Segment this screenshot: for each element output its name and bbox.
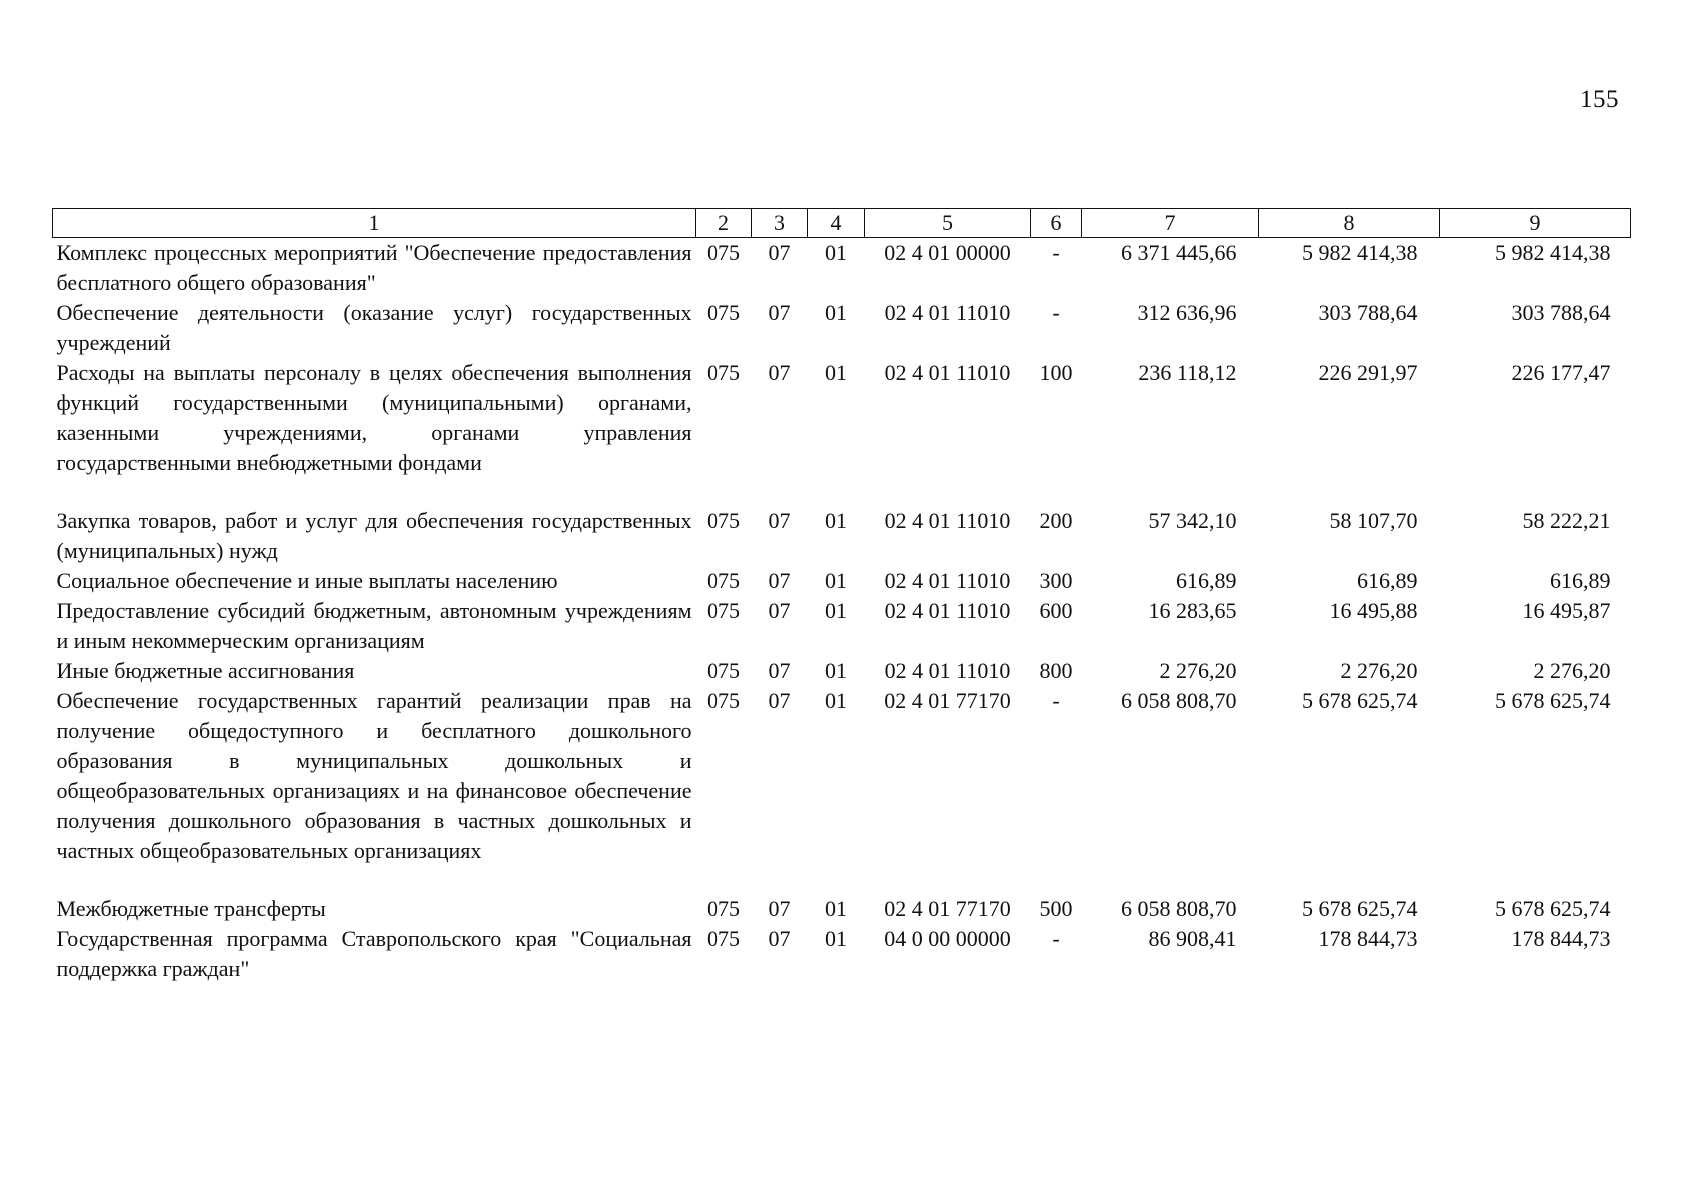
budget-table bbox=[52, 208, 1631, 984]
cell-section: 07 bbox=[768, 926, 791, 951]
cell-expense-type: - bbox=[1052, 300, 1060, 325]
cell-amount-1: 6 371 445,66 bbox=[1121, 240, 1237, 265]
cell-amount-2: 303 788,64 bbox=[1318, 300, 1418, 325]
table-header bbox=[53, 209, 1631, 238]
cell-amount-1: 86 908,41 bbox=[1148, 926, 1237, 951]
cell-target-code: 02 4 01 11010 bbox=[884, 568, 1011, 593]
cell-amount-2: 5 982 414,38 bbox=[1302, 240, 1418, 265]
row-name: Социальное обеспечение и иные выплаты населению bbox=[56, 568, 558, 593]
cell-subsection: 01 bbox=[825, 300, 847, 325]
cell-ministry: 075 bbox=[707, 688, 740, 713]
cell-section: 07 bbox=[768, 360, 791, 385]
cell-expense-type: 800 bbox=[1039, 658, 1073, 683]
cell-target-code: 02 4 01 11010 bbox=[884, 658, 1011, 683]
cell-ministry: 075 bbox=[707, 896, 740, 921]
table-body bbox=[53, 238, 1631, 985]
cell-target-code: 02 4 01 11010 bbox=[884, 598, 1011, 623]
cell-subsection: 01 bbox=[825, 508, 847, 533]
cell-expense-type: - bbox=[1052, 688, 1060, 713]
column-header-7: 7 bbox=[1082, 209, 1259, 238]
cell-amount-1: 236 118,12 bbox=[1138, 360, 1237, 385]
cell-amount-2: 5 678 625,74 bbox=[1302, 688, 1418, 713]
cell-amount-2: 178 844,73 bbox=[1318, 926, 1418, 951]
row-name: Государственная программа Ставропольского края "Социальная поддержка граждан" bbox=[56, 926, 692, 981]
cell-expense-type: 300 bbox=[1039, 568, 1073, 593]
column-header-6: 6 bbox=[1031, 209, 1082, 238]
cell-amount-2: 58 107,70 bbox=[1329, 508, 1418, 533]
row-name: Обеспечение деятельности (оказание услуг) государственных учреждений bbox=[56, 300, 692, 355]
cell-expense-type: 500 bbox=[1039, 896, 1073, 921]
cell-amount-3: 5 678 625,74 bbox=[1495, 896, 1611, 921]
column-header-8: 8 bbox=[1259, 209, 1440, 238]
cell-amount-3: 226 177,47 bbox=[1511, 360, 1611, 385]
cell-amount-3: 178 844,73 bbox=[1511, 926, 1611, 951]
cell-amount-1: 6 058 808,70 bbox=[1121, 896, 1237, 921]
cell-ministry: 075 bbox=[707, 360, 740, 385]
cell-target-code: 04 0 00 00000 bbox=[884, 926, 1011, 951]
cell-amount-1: 312 636,96 bbox=[1137, 300, 1237, 325]
table-row bbox=[53, 566, 1631, 596]
cell-amount-1: 2 276,20 bbox=[1159, 658, 1237, 683]
cell-amount-1: 57 342,10 bbox=[1148, 508, 1237, 533]
table-row bbox=[53, 656, 1631, 686]
cell-amount-3: 616,89 bbox=[1550, 568, 1611, 593]
column-header-2: 2 bbox=[696, 209, 752, 238]
cell-amount-2: 16 495,88 bbox=[1329, 598, 1418, 623]
cell-amount-3: 16 495,87 bbox=[1522, 598, 1611, 623]
cell-expense-type: - bbox=[1052, 240, 1060, 265]
cell-expense-type: 600 bbox=[1039, 598, 1073, 623]
row-name: Закупка товаров, работ и услуг для обеспечения государственных (муниципальных) нужд bbox=[56, 508, 692, 563]
row-name: Межбюджетные трансферты bbox=[56, 896, 326, 921]
cell-subsection: 01 bbox=[825, 926, 847, 951]
cell-ministry: 075 bbox=[707, 240, 740, 265]
cell-ministry: 075 bbox=[707, 568, 740, 593]
table-row bbox=[53, 924, 1631, 984]
cell-section: 07 bbox=[768, 240, 791, 265]
cell-section: 07 bbox=[768, 508, 791, 533]
table-row bbox=[53, 238, 1631, 299]
cell-ministry: 075 bbox=[707, 658, 740, 683]
row-name: Обеспечение государственных гарантий реализации прав на получение общедоступного и бесплатного дошкольного образования в муниципальных дошкольных и общеобразовательных организациях и на финансовое обеспечение получения дошкольного образования в частных дошкольных и частных общеобразовательных организациях bbox=[56, 688, 692, 863]
row-name: Иные бюджетные ассигнования bbox=[56, 658, 355, 683]
cell-amount-1: 16 283,65 bbox=[1148, 598, 1237, 623]
table-row bbox=[53, 686, 1631, 894]
cell-amount-3: 5 982 414,38 bbox=[1495, 240, 1611, 265]
column-header-9: 9 bbox=[1440, 209, 1631, 238]
cell-subsection: 01 bbox=[825, 658, 847, 683]
cell-ministry: 075 bbox=[707, 300, 740, 325]
header-row bbox=[53, 209, 1631, 238]
table-row bbox=[53, 596, 1631, 656]
cell-amount-3: 303 788,64 bbox=[1511, 300, 1611, 325]
cell-amount-3: 2 276,20 bbox=[1533, 658, 1611, 683]
cell-target-code: 02 4 01 11010 bbox=[884, 300, 1011, 325]
cell-section: 07 bbox=[768, 896, 791, 921]
cell-amount-2: 5 678 625,74 bbox=[1302, 896, 1418, 921]
cell-subsection: 01 bbox=[825, 896, 847, 921]
cell-subsection: 01 bbox=[825, 598, 847, 623]
row-name: Комплекс процессных мероприятий "Обеспечение предоставления бесплатного общего образования" bbox=[56, 240, 692, 295]
cell-subsection: 01 bbox=[825, 240, 847, 265]
cell-target-code: 02 4 01 11010 bbox=[884, 360, 1011, 385]
cell-target-code: 02 4 01 77170 bbox=[884, 688, 1011, 713]
row-name: Расходы на выплаты персоналу в целях обеспечения выполнения функций государственными (муниципальными) органами, казенными учреждениями, органами управления государственными внебюджетными фондами bbox=[56, 360, 692, 475]
column-header-5: 5 bbox=[865, 209, 1031, 238]
row-name: Предоставление субсидий бюджетным, автономным учреждениям и иным некоммерческим организациям bbox=[56, 598, 692, 653]
cell-target-code: 02 4 01 00000 bbox=[884, 240, 1011, 265]
column-header-1: 1 bbox=[53, 209, 696, 238]
cell-section: 07 bbox=[768, 688, 791, 713]
cell-section: 07 bbox=[768, 568, 791, 593]
table-row bbox=[53, 358, 1631, 506]
cell-expense-type: - bbox=[1052, 926, 1060, 951]
cell-section: 07 bbox=[768, 300, 791, 325]
table-row bbox=[53, 894, 1631, 924]
page-number: 155 bbox=[1580, 86, 1619, 113]
cell-expense-type: 100 bbox=[1039, 360, 1073, 385]
cell-section: 07 bbox=[768, 598, 791, 623]
column-header-4: 4 bbox=[808, 209, 865, 238]
cell-amount-2: 2 276,20 bbox=[1340, 658, 1418, 683]
cell-amount-1: 616,89 bbox=[1176, 568, 1237, 593]
cell-amount-2: 226 291,97 bbox=[1318, 360, 1418, 385]
table-row bbox=[53, 298, 1631, 358]
cell-expense-type: 200 bbox=[1039, 508, 1073, 533]
cell-target-code: 02 4 01 77170 bbox=[884, 896, 1011, 921]
cell-target-code: 02 4 01 11010 bbox=[884, 508, 1011, 533]
cell-subsection: 01 bbox=[825, 568, 847, 593]
cell-subsection: 01 bbox=[825, 360, 847, 385]
cell-amount-2: 616,89 bbox=[1357, 568, 1418, 593]
table-row bbox=[53, 506, 1631, 566]
cell-amount-1: 6 058 808,70 bbox=[1121, 688, 1237, 713]
column-header-3: 3 bbox=[752, 209, 808, 238]
cell-amount-3: 58 222,21 bbox=[1522, 508, 1611, 533]
cell-ministry: 075 bbox=[707, 598, 740, 623]
cell-amount-3: 5 678 625,74 bbox=[1495, 688, 1611, 713]
cell-ministry: 075 bbox=[707, 508, 740, 533]
cell-section: 07 bbox=[768, 658, 791, 683]
cell-subsection: 01 bbox=[825, 688, 847, 713]
cell-ministry: 075 bbox=[707, 926, 740, 951]
